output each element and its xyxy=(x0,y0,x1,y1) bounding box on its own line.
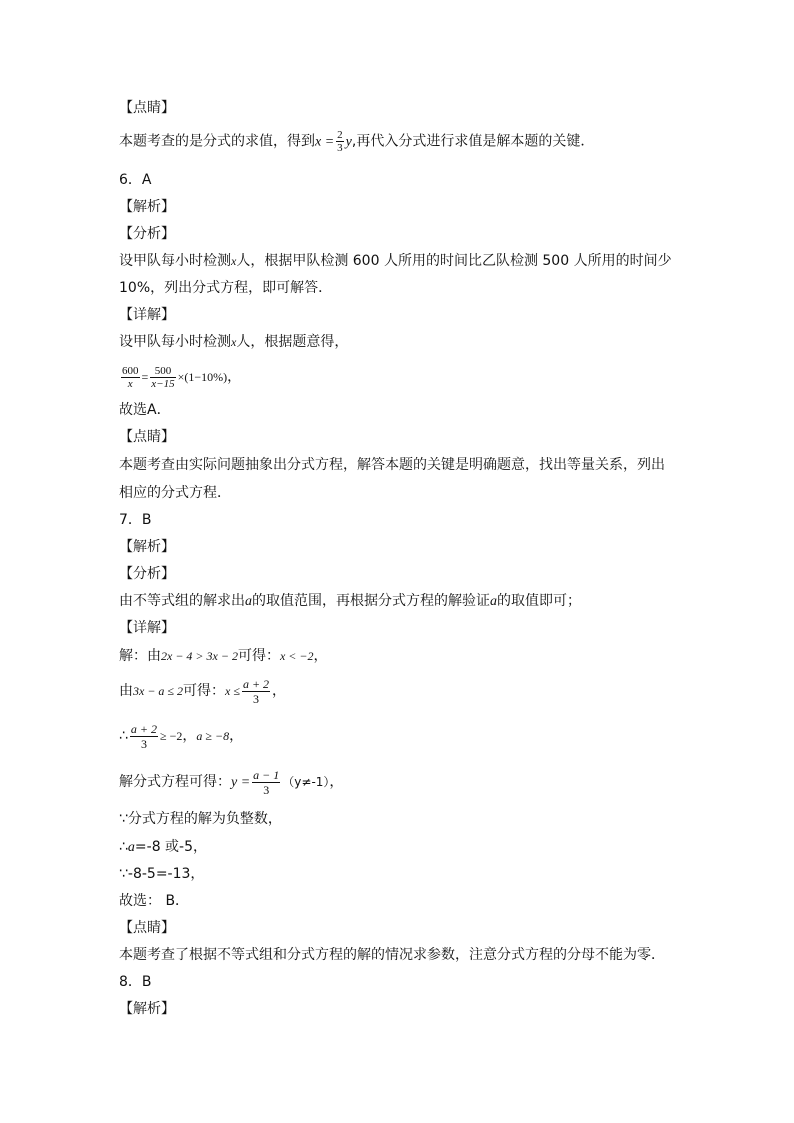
q7-step6 xyxy=(119,837,207,858)
q6-choice: 故选A． xyxy=(119,402,171,418)
q7-step1-mid: 可得： xyxy=(237,648,280,664)
q7-step7: ∵-8-5=-13， xyxy=(119,866,205,882)
q6-eq-tail: ×(1−10%) xyxy=(177,370,228,384)
q7-answer: 7．B xyxy=(119,512,152,528)
q5-eq-frac-den: 3 xyxy=(337,142,343,154)
q5-dianjing-heading: 【点睛】 xyxy=(119,100,175,116)
q5-dianjing-post: ,再代入分式进行求值是解本题的关键． xyxy=(351,133,595,150)
q6-answer: 6．A xyxy=(119,172,152,188)
q6-xiangjie-var: x xyxy=(231,335,237,349)
q7-step4-post: ， xyxy=(329,774,344,790)
q7-step1-res: x < −2 xyxy=(279,649,314,663)
q7-step5: ∵分式方程的解为负整数， xyxy=(119,811,282,827)
q7-step2-lhs: x ≤ xyxy=(225,684,240,698)
q6-dianjing-line2: 相应的分式方程． xyxy=(119,485,231,501)
q5-eq-fraction xyxy=(336,129,344,154)
q6-eq-frac1-den: x xyxy=(127,377,133,390)
q7-step2-num: a + 2 xyxy=(242,676,270,691)
q7-choice: 故选： B． xyxy=(119,893,190,909)
q5-eq-var: y xyxy=(345,134,352,150)
q7-step6-therefore: ∴ xyxy=(119,839,128,855)
q7-step4-lhs: y = xyxy=(231,775,251,790)
q7-dianjing-heading: 【点睛】 xyxy=(119,920,175,936)
q7-jiexi-heading: 【解析】 xyxy=(119,539,175,555)
q7-xiangjie-heading: 【详解】 xyxy=(119,620,175,636)
q6-xiangjie-heading: 【详解】 xyxy=(119,307,175,323)
q6-eq-comma: ， xyxy=(227,369,242,385)
q6-eq-frac1-num: 600 xyxy=(122,364,139,377)
q7-step3-den: 3 xyxy=(140,736,147,751)
q7-fenxi-heading: 【分析】 xyxy=(119,566,175,582)
q6-fenxi-line1-post: 人，根据甲队检测 600 人所用的时间比乙队检测 500 人所用的时间少 xyxy=(236,253,672,269)
q6-eq-frac2 xyxy=(150,365,175,390)
q7-step2-ineq: 3x − a ≤ 2 xyxy=(133,684,184,698)
q7-fenxi-var2: a xyxy=(490,594,497,609)
q7-step2 xyxy=(119,673,286,709)
q7-step1-pre: 解：由 xyxy=(119,648,161,664)
q7-step3-ineq: ≥ −2 xyxy=(160,729,183,743)
q6-dianjing-heading: 【点睛】 xyxy=(119,429,175,445)
q6-eq-frac1 xyxy=(121,365,140,390)
q6-xiangjie-line1-pre: 设甲队每小时检测 xyxy=(119,334,231,350)
q6-fenxi-line1 xyxy=(119,251,672,271)
q5-dianjing-text xyxy=(119,129,594,154)
q6-fenxi-var: x xyxy=(231,254,237,268)
q7-fenxi-var1: a xyxy=(245,594,252,609)
q7-fenxi-post: 的取值即可； xyxy=(497,593,581,609)
q6-xiangjie-line1-post: 人，根据题意得， xyxy=(236,334,349,350)
q7-step4 xyxy=(119,764,343,801)
q7-step4-pre: 解分式方程可得： xyxy=(119,774,231,790)
q8-jiexi-heading: 【解析】 xyxy=(119,1001,175,1017)
q6-eq-equals: = xyxy=(141,370,149,384)
q7-step1-ineq: 2x − 4 > 3x − 2 xyxy=(161,649,238,663)
q7-step2-pre: 由 xyxy=(119,683,133,699)
q7-step4-cond: （y≠-1） xyxy=(282,775,330,789)
q6-equation xyxy=(119,362,241,392)
q7-step3-therefore: ∴ xyxy=(119,728,128,744)
q7-step3-post: ， xyxy=(229,728,244,744)
q7-step3 xyxy=(119,718,243,754)
q8-answer: 8．B xyxy=(119,974,152,990)
q7-step2-post: ， xyxy=(272,683,287,699)
q7-step6-rest: =-8 或-5， xyxy=(134,839,208,855)
q6-eq-frac2-num: 500 xyxy=(150,365,175,378)
q7-step3-sep: ， xyxy=(182,728,197,744)
q6-dianjing-line1: 本题考查由实际问题抽象出分式方程，解答本题的关键是明确题意，找出等量关系，列出 xyxy=(119,457,665,473)
q5-dianjing-pre: 本题考查的是分式的求值，得到 xyxy=(119,133,315,150)
q6-xiangjie-line1 xyxy=(119,332,348,352)
q7-step1 xyxy=(119,646,327,666)
q7-step3-num: a + 2 xyxy=(130,721,158,736)
q7-step1-post: ， xyxy=(313,648,328,664)
q7-step2-fraction xyxy=(242,677,270,706)
q5-eq-frac-num: 2 xyxy=(337,129,343,141)
q6-jiexi-heading: 【解析】 xyxy=(119,199,175,215)
q6-fenxi-heading: 【分析】 xyxy=(119,226,175,242)
q7-step4-fraction xyxy=(252,768,280,797)
q7-step3-res: a ≥ −8 xyxy=(196,729,230,743)
q7-fenxi-mid: 的取值范围，再根据分式方程的解验证 xyxy=(252,593,490,609)
q5-eq-lhs: x = xyxy=(315,134,335,150)
q6-fenxi-line1-pre: 设甲队每小时检测 xyxy=(119,253,231,269)
q7-step2-mid: 可得： xyxy=(183,683,226,699)
q7-dianjing-line: 本题考查了根据不等式组和分式方程的解的情况求参数，注意分式方程的分母不能为零． xyxy=(119,947,665,963)
q7-fenxi-pre: 由不等式组的解求出 xyxy=(119,593,245,609)
q7-step4-den: 3 xyxy=(263,782,270,797)
q7-step3-fraction xyxy=(130,722,158,751)
q6-fenxi-line2: 10%，列出分式方程，即可解答． xyxy=(119,280,333,296)
q7-step4-num: a − 1 xyxy=(253,767,280,782)
q7-step2-den: 3 xyxy=(252,691,259,706)
q7-step6-var: a xyxy=(127,840,135,855)
q7-fenxi-line xyxy=(119,591,581,612)
q6-eq-frac2-den: x−15 xyxy=(151,377,175,390)
